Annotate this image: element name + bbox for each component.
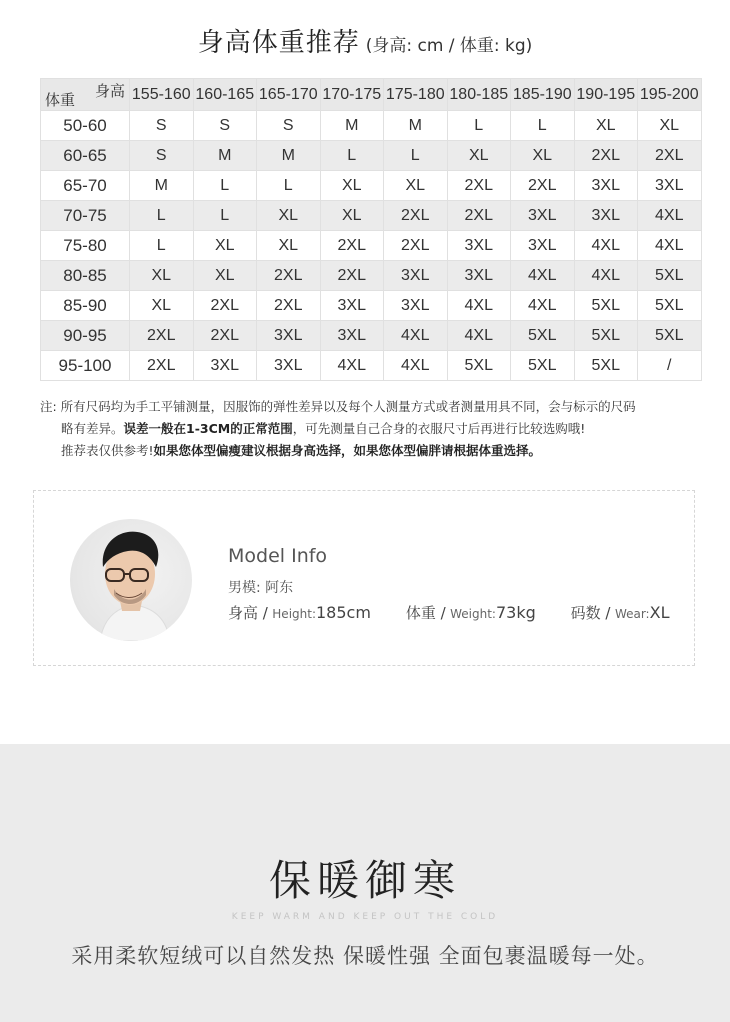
model-info-title: Model Info bbox=[228, 545, 328, 567]
size-cell: M bbox=[320, 111, 384, 141]
weight-header-cell: 95-100 bbox=[41, 351, 130, 381]
size-cell: XL bbox=[574, 111, 638, 141]
size-note bbox=[40, 396, 700, 462]
model-name: 阿东 bbox=[265, 580, 294, 596]
size-cell: M bbox=[130, 171, 194, 201]
height-header-cell: 175-180 bbox=[384, 79, 448, 111]
size-cell: 5XL bbox=[511, 321, 575, 351]
size-cell: 2XL bbox=[574, 141, 638, 171]
title-main: 身高体重推荐 bbox=[197, 28, 360, 58]
size-cell: 2XL bbox=[130, 321, 194, 351]
size-cell: 2XL bbox=[320, 261, 384, 291]
height-header-cell: 160-165 bbox=[193, 79, 257, 111]
note-line-2a: 略有差异。 bbox=[61, 421, 124, 436]
size-cell: M bbox=[257, 141, 321, 171]
weight-header-cell: 90-95 bbox=[41, 321, 130, 351]
table-row bbox=[41, 171, 702, 201]
size-cell: 4XL bbox=[574, 231, 638, 261]
weight-header-cell: 65-70 bbox=[41, 171, 130, 201]
size-cell: S bbox=[257, 111, 321, 141]
size-cell: 4XL bbox=[447, 321, 511, 351]
size-cell: 3XL bbox=[320, 321, 384, 351]
table-row bbox=[41, 231, 702, 261]
weight-header-cell: 70-75 bbox=[41, 201, 130, 231]
size-cell: 3XL bbox=[257, 321, 321, 351]
feature-description: 采用柔软短绒可以自然发热 保暖性强 全面包裹温暖每一处。 bbox=[71, 944, 659, 968]
size-cell: 3XL bbox=[384, 291, 448, 321]
size-cell: 4XL bbox=[447, 291, 511, 321]
size-cell: 2XL bbox=[257, 291, 321, 321]
size-cell: 3XL bbox=[320, 291, 384, 321]
size-cell: XL bbox=[257, 201, 321, 231]
size-cell: 4XL bbox=[638, 201, 702, 231]
weight-header-cell: 50-60 bbox=[41, 111, 130, 141]
size-cell: XL bbox=[320, 171, 384, 201]
size-cell: L bbox=[130, 231, 194, 261]
note-line-3a: 推荐表仅供参考! bbox=[61, 443, 154, 458]
size-cell: 3XL bbox=[511, 201, 575, 231]
size-cell: L bbox=[511, 111, 575, 141]
model-portrait-icon bbox=[70, 519, 192, 641]
size-cell: 2XL bbox=[193, 321, 257, 351]
table-row bbox=[41, 111, 702, 141]
size-cell: L bbox=[257, 171, 321, 201]
size-cell: 3XL bbox=[384, 261, 448, 291]
size-cell: 3XL bbox=[574, 201, 638, 231]
size-cell: 3XL bbox=[511, 231, 575, 261]
model-avatar bbox=[70, 519, 192, 641]
note-line-3 bbox=[40, 440, 700, 462]
model-name-line bbox=[228, 577, 293, 597]
weight-header-cell: 75-80 bbox=[41, 231, 130, 261]
height-header-cell: 195-200 bbox=[638, 79, 702, 111]
corner-height-label: 身高 bbox=[94, 83, 125, 100]
size-cell: XL bbox=[447, 141, 511, 171]
size-cell: 2XL bbox=[447, 201, 511, 231]
size-cell: XL bbox=[257, 231, 321, 261]
note-line-1: 注: 所有尺码均为手工平铺测量，因服饰的弹性差异以及每个人测量方式或者测量用具不同，会与标示的尺码 bbox=[40, 399, 636, 414]
size-cell: 5XL bbox=[574, 321, 638, 351]
size-cell: 2XL bbox=[130, 351, 194, 381]
size-cell: 4XL bbox=[320, 351, 384, 381]
model-stats-line bbox=[228, 602, 669, 623]
size-cell: 3XL bbox=[574, 171, 638, 201]
corner-weight-label: 体重 bbox=[45, 92, 76, 109]
feature-banner bbox=[0, 744, 730, 1022]
size-cell: L bbox=[193, 201, 257, 231]
size-cell: XL bbox=[130, 261, 194, 291]
table-row bbox=[41, 201, 702, 231]
model-weight-en: Weight: bbox=[450, 607, 496, 621]
model-name-label: 男模: bbox=[228, 580, 261, 596]
model-weight-value: 73kg bbox=[495, 603, 536, 622]
table-row bbox=[41, 141, 702, 171]
table-header-row bbox=[41, 79, 702, 111]
size-cell: 2XL bbox=[257, 261, 321, 291]
height-header-cell: 170-175 bbox=[320, 79, 384, 111]
model-size-value: XL bbox=[649, 603, 670, 622]
size-table bbox=[40, 78, 702, 381]
model-height-value: 185cm bbox=[316, 603, 371, 622]
size-cell: 5XL bbox=[447, 351, 511, 381]
size-cell: 2XL bbox=[193, 291, 257, 321]
height-header-cell: 190-195 bbox=[574, 79, 638, 111]
height-header-cell: 180-185 bbox=[447, 79, 511, 111]
table-row bbox=[41, 351, 702, 381]
height-header-cell: 185-190 bbox=[511, 79, 575, 111]
size-cell: M bbox=[193, 141, 257, 171]
weight-header-cell: 85-90 bbox=[41, 291, 130, 321]
table-row bbox=[41, 291, 702, 321]
model-size-en: Wear: bbox=[614, 607, 650, 621]
size-cell: L bbox=[130, 201, 194, 231]
weight-header-cell: 60-65 bbox=[41, 141, 130, 171]
feature-title: 保暖御寒 bbox=[268, 856, 461, 905]
size-cell: 4XL bbox=[511, 261, 575, 291]
size-cell: 5XL bbox=[638, 321, 702, 351]
size-cell: 2XL bbox=[447, 171, 511, 201]
size-cell: L bbox=[320, 141, 384, 171]
chart-title bbox=[0, 22, 730, 59]
size-cell: XL bbox=[384, 171, 448, 201]
size-cell: 3XL bbox=[447, 231, 511, 261]
size-cell: 2XL bbox=[384, 201, 448, 231]
size-cell: XL bbox=[130, 291, 194, 321]
note-line-2 bbox=[40, 418, 700, 440]
size-cell: S bbox=[193, 111, 257, 141]
size-cell: 3XL bbox=[257, 351, 321, 381]
model-weight-label: 体重 / bbox=[405, 604, 446, 622]
size-cell: 2XL bbox=[511, 171, 575, 201]
weight-header-cell: 80-85 bbox=[41, 261, 130, 291]
size-cell: 2XL bbox=[384, 231, 448, 261]
size-cell: / bbox=[638, 351, 702, 381]
size-cell: 5XL bbox=[574, 351, 638, 381]
table-corner-cell bbox=[41, 79, 130, 111]
table-row bbox=[41, 261, 702, 291]
model-size-label: 码数 / bbox=[570, 604, 611, 622]
size-cell: 3XL bbox=[193, 351, 257, 381]
size-cell: 4XL bbox=[638, 231, 702, 261]
size-cell: 4XL bbox=[511, 291, 575, 321]
size-cell: XL bbox=[638, 111, 702, 141]
height-header-cell: 155-160 bbox=[130, 79, 194, 111]
model-info-card bbox=[33, 490, 695, 666]
size-cell: 4XL bbox=[384, 321, 448, 351]
size-cell: 2XL bbox=[320, 231, 384, 261]
table-row bbox=[41, 321, 702, 351]
size-cell: L bbox=[193, 171, 257, 201]
model-height-en: Height: bbox=[272, 607, 316, 621]
height-header-cell: 165-170 bbox=[257, 79, 321, 111]
size-cell: XL bbox=[320, 201, 384, 231]
size-cell: 4XL bbox=[574, 261, 638, 291]
size-cell: 2XL bbox=[638, 141, 702, 171]
size-cell: 4XL bbox=[384, 351, 448, 381]
size-cell: XL bbox=[511, 141, 575, 171]
size-cell: S bbox=[130, 111, 194, 141]
size-cell: L bbox=[447, 111, 511, 141]
size-cell: 3XL bbox=[638, 171, 702, 201]
size-cell: L bbox=[384, 141, 448, 171]
size-cell: XL bbox=[193, 231, 257, 261]
size-cell: 5XL bbox=[574, 291, 638, 321]
model-height-label: 身高 / bbox=[228, 604, 268, 622]
size-cell: S bbox=[130, 141, 194, 171]
note-line-2b: 误差一般在1-3CM的正常范围 bbox=[123, 421, 293, 436]
size-cell: M bbox=[384, 111, 448, 141]
note-line-2c: ，可先测量自己合身的衣服尺寸后再进行比较选购哦! bbox=[292, 421, 586, 436]
size-cell: 5XL bbox=[511, 351, 575, 381]
note-line-3b: 如果您体型偏瘦建议根据身高选择，如果您体型偏胖请根据体重选择。 bbox=[153, 443, 542, 458]
size-cell: 3XL bbox=[447, 261, 511, 291]
size-cell: XL bbox=[193, 261, 257, 291]
title-unit: (身高: cm / 体重: kg) bbox=[365, 36, 533, 56]
feature-subtitle: KEEP WARM AND KEEP OUT THE COLD bbox=[231, 912, 499, 922]
size-cell: 5XL bbox=[638, 291, 702, 321]
size-cell: 5XL bbox=[638, 261, 702, 291]
